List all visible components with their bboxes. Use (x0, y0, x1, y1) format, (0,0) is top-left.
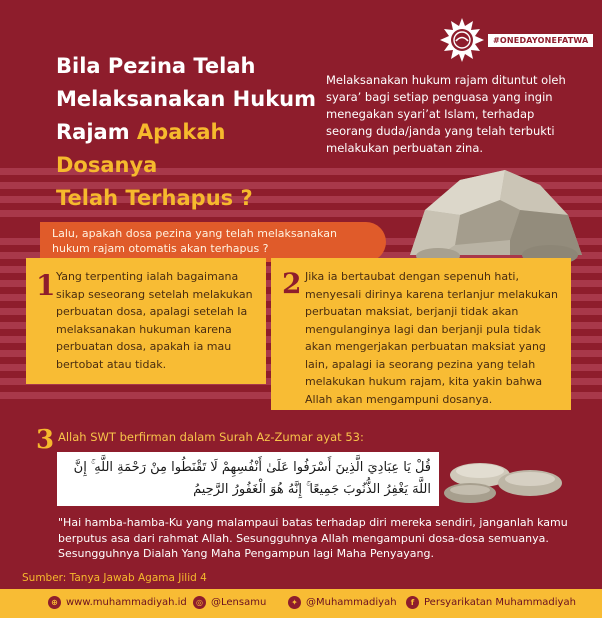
title-line-1: Bila Pezina Telah (56, 54, 256, 78)
point-card-1 (26, 258, 266, 384)
title-highlight: Apakah Dosanya (56, 120, 226, 177)
verse-translation: "Hai hamba-hamba-Ku yang malampaui batas terhadap diri mereka sendiri, janganlah kamu berputus asa dari rahmat Allah. Sesungguhnya Allah mengampuni dosa-dosa semuanya. Sesungguhnya Dialah Yang Maha Pengampun lagi Maha Penyayang. (58, 516, 568, 560)
page-title (56, 50, 326, 215)
footer-facebook-label: Persyarikatan Muhammadiyah (424, 597, 576, 608)
source-citation: Sumber: Tanya Jawab Agama Jilid 4 (22, 572, 207, 584)
footer-instagram-label: @Lensamu (211, 597, 267, 608)
point-text-3: Allah SWT berfirman dalam Surah Az-Zumar ayat 53: (58, 430, 364, 444)
intro-paragraph: Melaksanakan hukum rajam dituntut oleh syara’ bagi setiap penguasa yang ingin menegakan syari’at Islam, terhadap seorang duda/janda yang telah terbukti melakukan perbuatan zina. (326, 73, 566, 155)
point-card-2 (271, 258, 571, 410)
arabic-verse: قُلْ يَا عِبَادِيَ الَّذِينَ أَسْرَفُوا عَلَىٰ أَنْفُسِهِمْ لَا تَقْنَطُوا مِنْ رَحْمَةِ اللَّهِ ۚ إِنَّ اللَّهَ يَغْفِرُ الذُّنُوبَ جَمِيعًا ۚ إِنَّهُ هُوَ الْغَفُورُ الرَّحِيمُ (57, 452, 439, 506)
footer-website[interactable] (48, 596, 187, 609)
point-text-1: Yang terpenting ialah bagaimana sikap seseorang setelah melakukan perbuatan dosa, apalagi setelah Ia melaksanakan hukuman karena perbuatan dosa, apakah ia mau bertobat atau tidak. (56, 270, 253, 371)
footer-bar (0, 589, 602, 618)
rock-illustration (400, 155, 590, 265)
footer-website-label: www.muhammadiyah.id (66, 597, 187, 608)
question-banner: Lalu, apakah dosa pezina yang telah melaksanakan hukum rajam otomatis akan terhapus ? (40, 222, 386, 262)
point-text-2: Jika ia bertaubat dengan sepenuh hati, menyesali dirinya karena terlanjur melakukan perbuatan maksiat, berjanji tidak akan mengulanginya lagi dan berjanji pula tidak akan mengerjakan perbuatan maksiat yang lain, apalagi ia seorang pezina yang telah melakukan hukum rajam, kita yakin bahwa Allah akan mengampuni dosanya. (305, 270, 558, 406)
small-rocks-illustration (440, 453, 570, 508)
footer-instagram[interactable] (193, 596, 266, 609)
twitter-icon: ✦ (288, 596, 301, 609)
title-line-2: Melaksanakan Hukum (56, 87, 316, 111)
footer-facebook[interactable] (406, 596, 576, 609)
muhammadiyah-logo (440, 18, 484, 62)
point-number-2: 2 (282, 267, 302, 300)
facebook-icon: f (406, 596, 419, 609)
footer-twitter[interactable] (288, 596, 397, 609)
title-line-3: Rajam Apakah Dosanya (56, 120, 226, 177)
title-line-4: Telah Terhapus ? (56, 186, 253, 210)
globe-icon: ⊕ (48, 596, 61, 609)
point-number-3: 3 (36, 425, 55, 455)
hashtag-badge: #ONEDAYONEFATWA (488, 34, 593, 47)
footer-twitter-label: @Muhammadiyah (306, 597, 397, 608)
instagram-icon: ◎ (193, 596, 206, 609)
point-number-1: 1 (36, 269, 56, 302)
